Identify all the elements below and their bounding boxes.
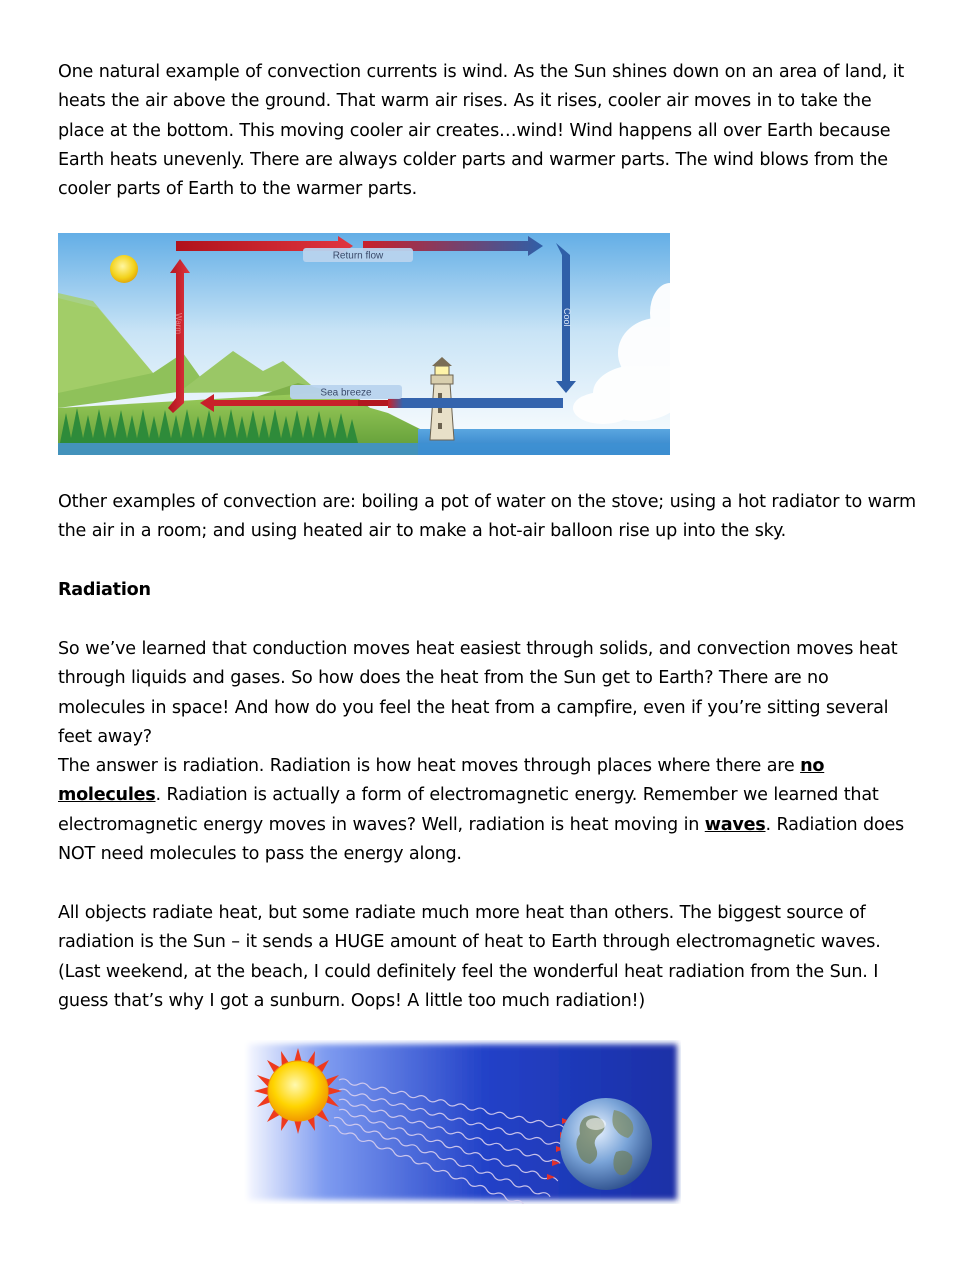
- warm-text: Warm: [174, 313, 183, 335]
- sun-icon: [110, 255, 138, 283]
- emphasis-no-molecules: no molecules: [58, 756, 825, 806]
- radiation-diagram: [244, 1040, 681, 1204]
- cool-text: Cool: [562, 308, 572, 327]
- text-segment: The answer is radiation. Radiation is how heat moves through places where there are: [58, 756, 801, 776]
- paragraph-radiation-answer: [58, 752, 920, 869]
- paragraph-convection-examples: Other examples of convection are: boiling a pot of water on the stove; using a hot radiator to warm the air in a room; and using heated air to make a hot-air balloon rise up into the sky.: [58, 492, 916, 542]
- paragraph-radiation-question: So we’ve learned that conduction moves heat easiest through solids, and convection moves heat through liquids and gases. So how does the heat from the Sun get to Earth? There are no molecules in space! And how do you feel the heat from a campfire, even if you’re sitting several feet away?: [58, 639, 898, 747]
- sea-breeze-diagram: [58, 233, 670, 455]
- sun-earth-radiation-illustration: [244, 1040, 681, 1204]
- return-flow-label: [303, 248, 413, 262]
- sea-breeze-label: [290, 385, 402, 399]
- water-strip: [58, 443, 670, 455]
- sea-breeze-text: Sea breeze: [320, 387, 372, 399]
- return-flow-text: Return flow: [332, 250, 384, 262]
- emphasis-waves: waves: [704, 814, 766, 835]
- paragraph-wind: One natural example of convection currents is wind. As the Sun shines down on an area of land, it heats the air above the ground. That warm air rises. As it rises, cooler air moves in to take the place at the bottom. This moving cooler air creates…wind! Wind happens all over Earth because Earth heats unevenly. There are always colder parts and warmer parts. The wind blows from the cooler parts of Earth to the warmer parts.: [58, 62, 905, 200]
- sea-breeze-convection-illustration: [58, 233, 670, 455]
- paragraph-sun-radiation: All objects radiate heat, but some radiate much more heat than others. The biggest source of radiation is the Sun – it sends a HUGE amount of heat to Earth through electromagnetic waves. (Last weekend, at the beach, I could definitely feel the wonderful heat radiation from the Sun. I guess that’s why I got a sunburn. Oops! A little too much radiation!): [58, 903, 881, 1011]
- text-segment: . Radiation is actually a form of electromagnetic energy. Remember we learned that electromagnetic energy moves in waves? Well, radiation is heat moving in: [58, 785, 879, 835]
- section-heading-radiation: Radiation: [58, 580, 151, 600]
- earth-icon: [560, 1098, 652, 1190]
- text-segment: . Radiation does NOT need molecules to pass the energy along.: [58, 814, 904, 864]
